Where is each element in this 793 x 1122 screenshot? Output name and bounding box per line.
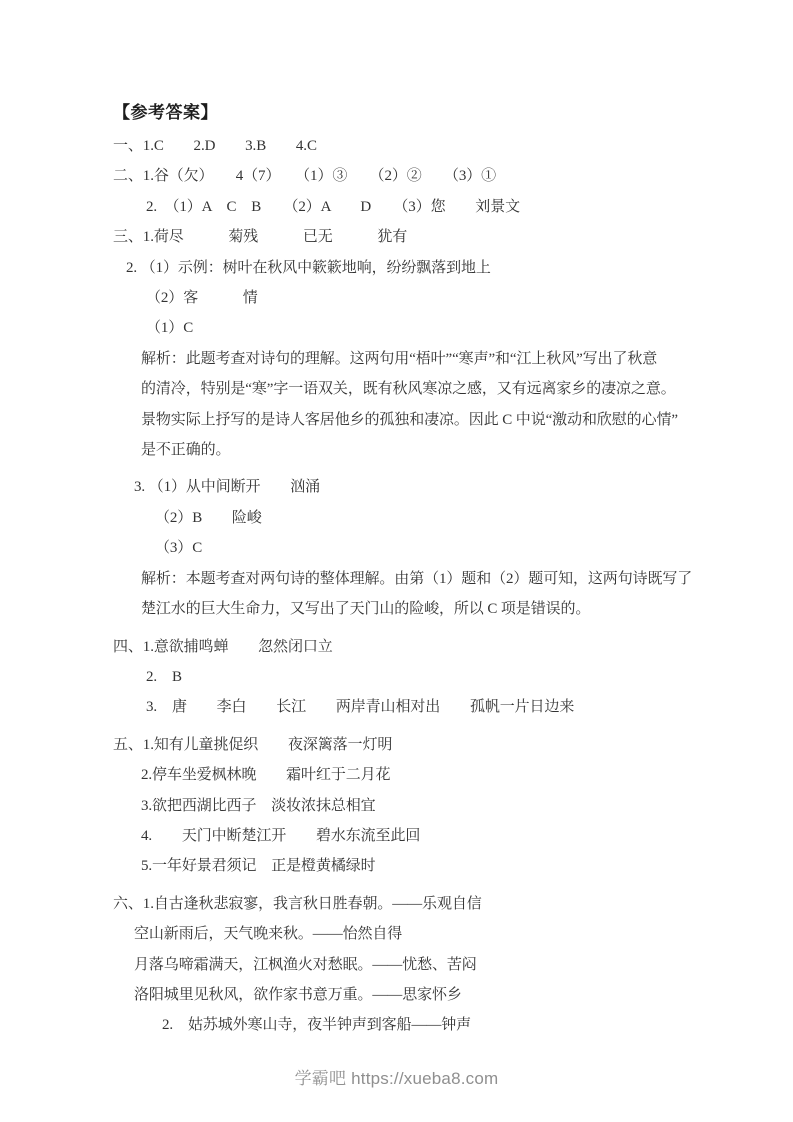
answer-line: 一、1.C 2.D 3.B 4.C	[113, 138, 317, 154]
answer-line: （1）C	[146, 320, 194, 337]
answer-line: 2.停车坐爱枫林晚 霜叶红于二月花	[141, 767, 391, 784]
answer-line: 3. （1）从中间断开 汹涌	[134, 479, 321, 496]
answer-line: 五、1.知有儿童挑促织 夜深篱落一灯明	[113, 736, 393, 753]
footer-url: https://xueba8.com	[351, 1069, 499, 1088]
answer-line: 4. 天门中断楚江开 碧水东流至此回	[141, 827, 421, 844]
answer-line: 解析：本题考查对两句诗的整体理解。由第（1）题和（2）题可知，这两句诗既写了	[141, 570, 693, 587]
answer-line: （2）B 险峻	[155, 509, 262, 526]
answer-line: 2. 姑苏城外寒山寺，夜半钟声到客船——钟声	[162, 1017, 472, 1034]
answer-line: 三、1.荷尽 菊残 已无 犹有	[113, 229, 408, 246]
answer-line: 月落乌啼霜满天，江枫渔火对愁眠。——忧愁、苦闷	[134, 956, 477, 973]
answer-line: 六、1.自古逢秋悲寂寥，我言秋日胜春朝。——乐观自信	[113, 895, 482, 912]
answer-line: 楚江水的巨大生命力，又写出了天门山的险峻，所以 C 项是错误的。	[141, 601, 591, 618]
document-content	[113, 98, 753, 1041]
answer-line: 3. 唐 李白 长江 两岸青山相对出 孤帆一片日边来	[146, 699, 575, 716]
document-lines	[113, 131, 753, 1041]
answer-line: 2. B	[146, 668, 182, 685]
answer-line: （2）客 情	[146, 290, 258, 307]
footer-site-name: 学霸吧	[294, 1069, 352, 1088]
answer-line: 二、1.谷（欠） 4（7） （1）③ （2）② （3）①	[113, 168, 497, 185]
answer-line: 是不正确的。	[141, 442, 231, 459]
answer-line: （3）C	[155, 540, 203, 557]
answer-line: 5.一年好景君须记 正是橙黄橘绿时	[141, 858, 376, 875]
answer-line: 景物实际上抒写的是诗人客居他乡的孤独和凄凉。因此 C 中说“激动和欣慰的心情”	[141, 411, 678, 428]
answer-line: 的清冷，特别是“寒”字一语双关，既有秋风寒凉之感，又有远离家乡的凄凉之意。	[141, 381, 676, 398]
answer-line: 3.欲把西湖比西子 淡妆浓抹总相宜	[141, 797, 376, 814]
answer-line: 四、1.意欲捕鸣蝉 忽然闭口立	[113, 638, 333, 655]
answer-line: 2. （1）A C B （2）A D （3）您 刘景文	[146, 198, 521, 215]
answer-line: 解析：此题考查对诗句的理解。这两句用“梧叶”“寒声”和“江上秋风”写出了秋意	[141, 350, 658, 367]
answer-line: 洛阳城里见秋风，欲作家书意万重。——思家怀乡	[134, 986, 462, 1003]
answers-title: 【参考答案】	[113, 103, 218, 122]
answer-line: 空山新雨后，天气晚来秋。——怡然自得	[134, 926, 403, 943]
footer	[0, 1064, 793, 1089]
answer-line: 2. （1）示例：树叶在秋风中簌簌地响，纷纷飘落到地上	[126, 259, 491, 276]
